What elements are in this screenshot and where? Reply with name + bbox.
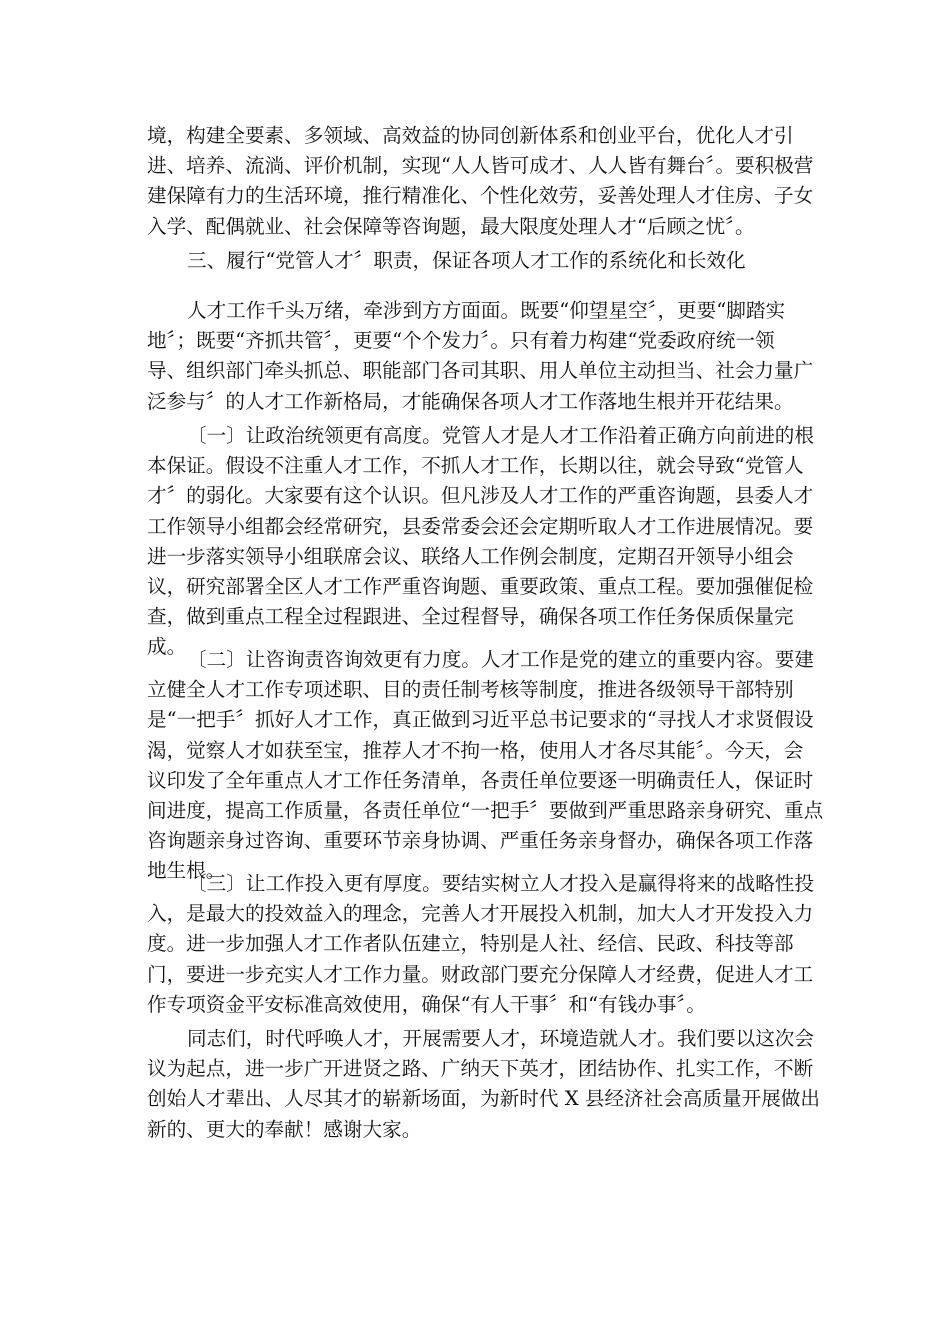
- text-line: 进一步落实领导小组联席会议、联络人工作例会制度，定期召开领导小组会: [147, 544, 794, 568]
- text-line: 地生根。: [147, 859, 226, 883]
- text-line: 议印发了全年重点人才工作任务清单，各责任单位要逐一明确责任人，保证时: [147, 768, 814, 792]
- paragraph-item-two: [147, 645, 824, 887]
- text-line: 成。: [147, 635, 187, 659]
- text-line: 作专项资金平安标准高效使用，确保“有人干事〞和“有钱办事〞。: [147, 992, 706, 1016]
- text-line: 地〞；既要“齐抓共管〞，更要“个个发力〞。只有着力构建“党委政府统一领: [147, 329, 775, 353]
- text-line: 本保证。假设不注重人才工作，不抓人才工作，长期以往，就会导致“党管人: [147, 454, 804, 478]
- text-line: 间进度，提高工作质量，各责任单位“一把手〞要做到严重思路亲身研究、重点: [147, 798, 824, 822]
- text-line: 渴，觉察人才如获至宝，推荐人才不拘一格，使用人才各尽其能〞。今天，会: [147, 738, 804, 762]
- paragraph-closing: [147, 1024, 820, 1145]
- text-line: 导、组织部门牵头抓总、职能部门各司其职、用人单位主动担当、社会力量广: [147, 359, 814, 383]
- text-line: 境，构建全要素、多领域、高效益的协同创新体系和创业平台，优化人才引: [147, 124, 794, 147]
- paragraph-party-managing-talent: [147, 296, 814, 417]
- text-line: 入学、配偶就业、社会保障等咨询题，最大限度处理人才“后顾之忧〞。: [147, 214, 755, 238]
- text-line: 度。进一步加强人才工作者队伍建立，特别是人社、经信、民政、科技等部: [147, 932, 794, 956]
- text-line: 是“一把手〞抓好人才工作，真正做到习近平总书记要求的“寻找人才求贤假设: [147, 708, 814, 732]
- paragraph-item-three: [147, 869, 814, 1020]
- text-line: 入，是最大的投效益入的理念，完善人才开展投入机制，加大人才开发投入力: [147, 902, 814, 926]
- text-line: 门，要进一步充实人才工作力量。财政部门要充分保障人才经费，促进人才工: [147, 962, 814, 986]
- text-line: 议为起点，进一步广开进贤之路、广纳天下英才，团结协作、扎实工作，不断: [147, 1057, 814, 1081]
- text-line: 人才工作千头万绪，牵涉到方方面面。既要“仰望星空〞，更要“脚踏实: [187, 299, 786, 322]
- heading-text: 三、履行“党管人才〞职责，保证各项人才工作的系统化和长效化: [187, 249, 746, 272]
- text-line: 咨询题亲身过咨询、重要环节亲身协调、严重任务亲身督办，确保各项工作落: [147, 829, 814, 853]
- text-line: 查，做到重点工程全过程跟进、全过程督导，确保各项工作任务保质保量完: [147, 605, 794, 629]
- text-line: 〔二〕让咨询责咨询效更有力度。人才工作是党的建立的重要内容。要建: [187, 648, 814, 671]
- text-line: 才〞的弱化。大家要有这个认识。但凡涉及人才工作的严重咨询题，县委人才: [147, 484, 814, 508]
- text-line: 立健全人才工作专项述职、目的责任制考核等制度，推进各级领导干部特别: [147, 678, 794, 702]
- text-line: 同志们，时代呼唤人才，开展需要人才，环境造就人才。我们要以这次会: [187, 1027, 814, 1050]
- text-line: 新的、更大的奉献！感谢大家。: [147, 1117, 422, 1141]
- text-line: 工作领导小组都会经常研究，县委常委会还会定期听取人才工作进展情况。要: [147, 514, 814, 538]
- text-line: 进、培养、流淌、评价机制，实现“人人皆可成才、人人皆有舞台〞。要积极营: [147, 154, 814, 178]
- text-line: 泛参与〞的人才工作新格局，才能确保各项人才工作落地生根并开花结果。: [147, 389, 794, 413]
- text-line: 建保障有力的生活环境，推行精准化、个性化效劳，妥善处理人才住房、子女: [147, 184, 814, 208]
- text-line: 〔一〕让政治统领更有高度。党管人才是人才工作沿着正确方向前进的根: [187, 424, 814, 447]
- text-line: 创始人才辈出、人尽其才的崭新场面，为新时代 X 县经济社会高质量开展做出: [147, 1087, 820, 1111]
- text-line: 议，研究部署全区人才工作严重咨询题、重要政策、重点工程。要加强催促检: [147, 574, 814, 598]
- paragraph-continuation: [147, 121, 814, 242]
- section-heading-3: [147, 246, 807, 276]
- text-line: 〔三〕让工作投入更有厚度。要结实树立人才投入是赢得将来的战略性投: [187, 872, 814, 895]
- paragraph-item-one: [147, 421, 814, 663]
